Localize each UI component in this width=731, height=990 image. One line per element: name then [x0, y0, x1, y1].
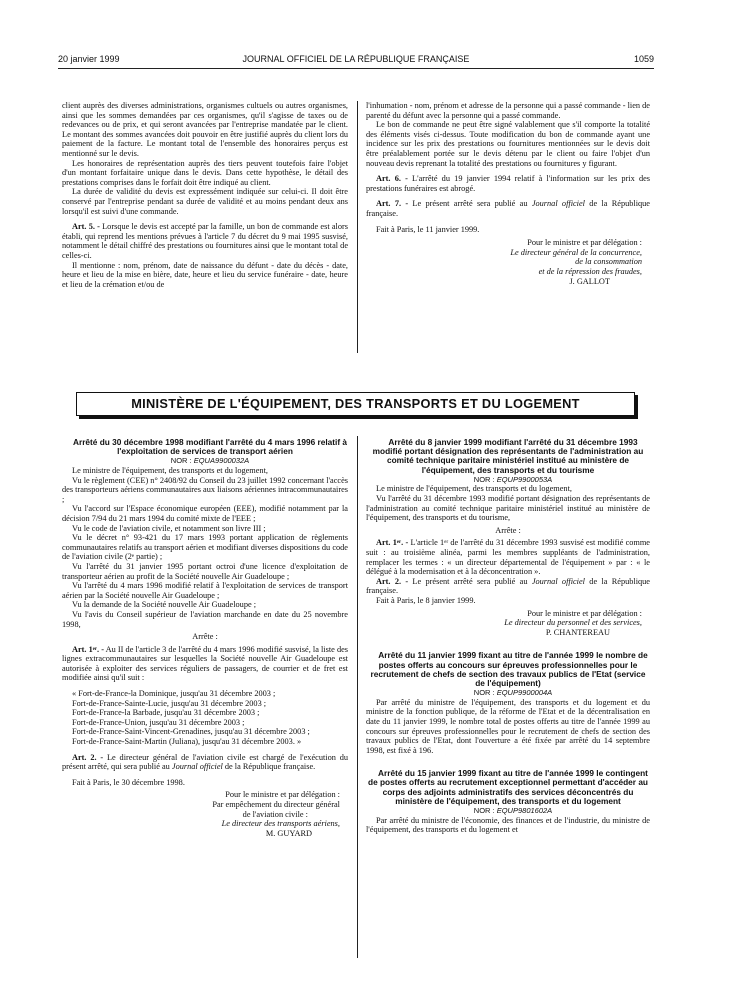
signatory-name: J. GALLOT	[569, 276, 610, 286]
article-1	[366, 538, 650, 576]
decree-title: Arrêté du 11 janvier 1999 fixant au titre de l'année 1999 le nombre de postes offerts au concours sur épreuves professionnelles pour le recrutement de chefs de section des travaux publics de l'Etat (service de l'équipement)	[370, 650, 648, 688]
paragraph: Par arrêté du ministre de l'économie, des finances et de l'industrie, du ministre de l'équipement, des transports et du logement et	[366, 815, 650, 835]
nor-label: NOR :	[473, 806, 497, 816]
article-text: L'article 1ᵉʳ de l'arrêté du 31 décembre 1993 susvisé est modifié comme suit : au troisième alinéa, parmi les membres suppléants de l'administration, remplacer les termes : « un directeur départemental de l'équipement » par : « le délégué à la modernisation et à la déconcentration ».	[366, 538, 650, 577]
article-label: Art. 5. -	[72, 222, 100, 232]
paragraph: Vu le code de l'aviation civile, et notamment son livre III ;	[72, 523, 266, 533]
article-text: de la République française.	[366, 576, 650, 596]
article-text: Le directeur général de l'aviation civile est chargé de l'exécution du présent arrêté, qui sera publié au	[62, 752, 348, 772]
page-header	[58, 54, 654, 69]
article-label: Art. 2. -	[72, 752, 104, 762]
article-label: Art. 2. -	[376, 576, 409, 586]
nor-code: EQUP9801602A	[496, 806, 553, 816]
paragraph: Vu le règlement (CEE) n° 2408/92 du Conseil du 23 juillet 1992 concernant l'accès des transporteurs aériens communautaires aux liaisons aériennes intracommunautaires ;	[62, 475, 348, 504]
nor-reference	[366, 475, 650, 485]
signatory-name: M. GUYARD	[265, 828, 312, 838]
header-page-number: 1059	[633, 54, 654, 64]
article-label: Art. 7. -	[376, 199, 409, 209]
header-journal-title: JOURNAL OFFICIEL DE LA RÉPUBLIQUE FRANÇAISE	[242, 54, 470, 64]
paragraph: Vu le décret n° 93-421 du 17 mars 1993 portant application de règlements communautaires relatifs au transport aérien et modifiant diverses dispositions du code de l'aviation civile (2ᵉ partie) ;	[62, 533, 348, 562]
arrete-heading: Arrête :	[192, 632, 218, 642]
signed-place-date: Fait à Paris, le 11 janvier 1999.	[376, 224, 480, 234]
nor-code: EQUA9900032A	[193, 456, 250, 466]
signature-line: de la consommation	[575, 257, 642, 267]
signature-line: Pour le ministre et par délégation :	[527, 608, 642, 618]
list-item: Fort-de-France-Saint-Vincent-Grenadines, jusqu'au 31 décembre 2003 ;	[72, 727, 310, 737]
bottom-right-column	[366, 438, 650, 835]
nor-label: NOR :	[170, 456, 194, 466]
article-label: Art. 6. -	[376, 174, 408, 184]
nor-label: NOR :	[473, 474, 497, 484]
paragraph: Le bon de commande ne peut être signé valablement que s'il comporte la totalité des éléments visés ci-dessus. Toute modification du bon de commande ayant une incidence sur les prix des prestations ou fournitures mentionnées sur le devis doit être préalablement portée sur le devis détenu par le client ou faire l'objet d'un nouveau devis reprenant la totalité des prestations ou fournitures y figurant.	[366, 120, 650, 168]
article-text: Le présent arrêté sera publié au	[408, 576, 532, 586]
top-left-column	[62, 101, 348, 289]
article-text: de la République française.	[222, 762, 316, 772]
column-divider	[357, 101, 358, 353]
nor-reference	[62, 456, 348, 466]
paragraph: Il mentionne : nom, prénom, date de naissance du défunt - date du décès - date, heure et lieu de la mise en bière, date, heure et lieu du service funéraire - date, heure et lieu de la crémation et/ou de	[62, 260, 348, 289]
paragraph: client auprès des diverses administrations, organismes cultuels ou autres organismes, ainsi que les sommes demandées par ces organismes, qu'il s'agisse de taxes ou de redevances ou de prix, et qui seront avancées par l'entreprise mandatée par le client. Le montant des sommes avancées doit pouvoir en être justifié auprès du client lors du paiement de la facture. Le montant total de l'ensemble des honoraires perçus est mentionné sur le devis.	[62, 101, 348, 158]
arrete-heading: Arrête :	[495, 525, 521, 535]
paragraph: La durée de validité du devis est expressément indiquée sur celui-ci. Il doit être conservé par l'entreprise pendant sa durée de validité et au moins pendant deux ans lorsqu'il est suivi d'une commande.	[62, 187, 348, 216]
signature-line: Le directeur du personnel et des services,	[504, 618, 642, 628]
journal-officiel-ref: Journal officiel	[531, 199, 585, 209]
ministry-heading-box	[76, 392, 635, 416]
signature-line: de l'aviation civile :	[242, 809, 308, 819]
signed-place-date: Fait à Paris, le 30 décembre 1998.	[72, 777, 185, 787]
signature-line: Par empêchement du directeur général	[212, 800, 340, 809]
paragraph: Vu l'arrêté du 31 décembre 1993 modifié portant désignation des représentants de l'administration au comité technique paritaire ministériel institué au ministère de l'équipement, des transports et du tourisme,	[366, 494, 650, 523]
journal-officiel-ref: Journal officiel	[171, 762, 223, 772]
article-1	[62, 645, 348, 683]
bottom-left-column	[62, 438, 348, 838]
article-5	[62, 222, 348, 260]
paragraph: Le ministre de l'équipement, des transports et du logement,	[376, 484, 572, 494]
paragraph: Par arrêté du ministre de l'équipement, des transports et du logement et du ministre de la fonction publique, de la réforme de l'Etat et de la décentralisation en date du 11 janvier 1999, le nombre total de postes offerts au titre de l'année 1999 au concours sur épreuves professionnelles pour le recrutement de chefs de section des travaux publics de l'Etat, dont l'ouverture a été fixée par arrêté du 14 septembre 1998, est fixé à 196.	[366, 697, 650, 755]
nor-label: NOR :	[473, 688, 497, 698]
article-text: Au II de l'article 3 de l'arrêté du 4 mars 1996 modifié susvisé, la liste des lignes extracommunautaires sur lesquelles la Société nouvelle Air Guadeloupe est autorisée à exploiter des services réguliers de passagers, de courrier et de fret est modifiée ainsi qu'il suit :	[62, 644, 348, 683]
nor-reference	[366, 806, 650, 816]
article-6	[366, 174, 650, 193]
journal-officiel-ref: Journal officiel	[531, 576, 585, 586]
article-text: de la République française.	[366, 199, 650, 218]
paragraph: Vu la demande de la Société nouvelle Air Guadeloupe ;	[72, 600, 257, 610]
paragraph: Vu l'arrêté du 4 mars 1996 modifié relatif à l'exploitation de services de transport aérien par la Société nouvelle Air Guadeloupe ;	[62, 581, 348, 600]
signature-line: Pour le ministre et par délégation :	[225, 790, 340, 800]
nor-code: EQUP9900004A	[496, 688, 553, 698]
top-right-column	[366, 101, 650, 286]
signed-place-date: Fait à Paris, le 8 janvier 1999.	[376, 595, 476, 605]
article-text: Le présent arrêté sera publié au	[408, 199, 532, 209]
list-item: Fort-de-France-Union, jusqu'au 31 décembre 2003 ;	[72, 717, 245, 727]
paragraph: Vu l'avis du Conseil supérieur de l'aviation marchande en date du 25 novembre 1998,	[62, 609, 348, 629]
decree-title: Arrêté du 8 janvier 1999 modifiant l'arrêté du 31 décembre 1993 modifié portant désignation des représentants de l'administration au comité technique paritaire ministériel institué au ministère de l'équipement, des transports et du tourisme	[372, 437, 644, 475]
nor-code: EQUP9900053A	[496, 474, 553, 484]
article-label: Art. 1ᵉʳ. -	[72, 644, 104, 654]
paragraph: l'inhumation - nom, prénom et adresse de la personne qui a passé commande - lien de parenté du défunt avec la personne qui a passé commande.	[366, 101, 650, 120]
article-7	[366, 199, 650, 218]
column-divider	[357, 436, 358, 958]
paragraph: Le ministre de l'équipement, des transports et du logement,	[72, 466, 268, 475]
header-date: 20 janvier 1999	[58, 54, 120, 64]
signature-line: Le directeur général de la concurrence,	[510, 247, 642, 257]
paragraph: Vu l'accord sur l'Espace économique européen (EEE), modifié notamment par la décision 7/94 du 21 mars 1994 du comité mixte de l'EEE ;	[62, 504, 348, 523]
decree-title: Arrêté du 15 janvier 1999 fixant au titre de l'année 1999 le contingent de postes offerts au recrutement exceptionnel permettant d'accéder au corps des adjoints administratifs des services déconcentrés du ministère de l'équipement, des transports et du logement	[368, 768, 648, 806]
signatory-name: P. CHANTEREAU	[545, 627, 610, 637]
article-2	[366, 577, 650, 596]
signature-line: Le directeur des transports aériens,	[221, 819, 340, 829]
article-label: Art. 1ᵉʳ. -	[376, 538, 409, 548]
list-item: « Fort-de-France-la Dominique, jusqu'au 31 décembre 2003 ;	[72, 689, 276, 699]
list-item: Fort-de-France-Saint-Martin (Juliana), jusqu'au 31 décembre 2003. »	[72, 737, 302, 747]
nor-reference	[366, 688, 650, 698]
ministry-heading: MINISTÈRE DE L'ÉQUIPEMENT, DES TRANSPORTS ET DU LOGEMENT	[131, 396, 580, 411]
article-2	[62, 753, 348, 772]
paragraph: Les honoraires de représentation auprès des tiers peuvent toutefois faire l'objet d'un montant forfaitaire unique dans le devis. Dans cette hypothèse, le détail des prestations comprises dans le forfait doit être indiqué au client.	[62, 158, 348, 187]
paragraph: Vu l'arrêté du 31 janvier 1995 portant octroi d'une licence d'exploitation de transporteur aérien au profit de la Société nouvelle Air Guadeloupe ;	[62, 561, 348, 581]
decree-title: Arrêté du 30 décembre 1998 modifiant l'arrêté du 4 mars 1996 relatif à l'exploitation de services de transport aérien	[72, 437, 348, 457]
article-text: L'arrêté du 19 janvier 1994 relatif à l'information sur les prix des prestations funéraires est abrogé.	[366, 174, 650, 193]
article-text: Lorsque le devis est accepté par la famille, un bon de commande est alors établi, qui reprend les mentions prévues à l'article 7 du décret du 9 mai 1995 susvisé, notamment le détail chiffré des prestations ou fournitures ainsi que le montant total de celles-ci.	[62, 222, 348, 260]
signature-line: Pour le ministre et par délégation :	[527, 238, 642, 248]
list-item: Fort-de-France-la Barbade, jusqu'au 31 décembre 2003 ;	[72, 708, 260, 718]
list-item: Fort-de-France-Sainte-Lucie, jusqu'au 31 décembre 2003 ;	[72, 698, 267, 708]
signature-line: et de la répression des fraudes,	[538, 266, 642, 276]
